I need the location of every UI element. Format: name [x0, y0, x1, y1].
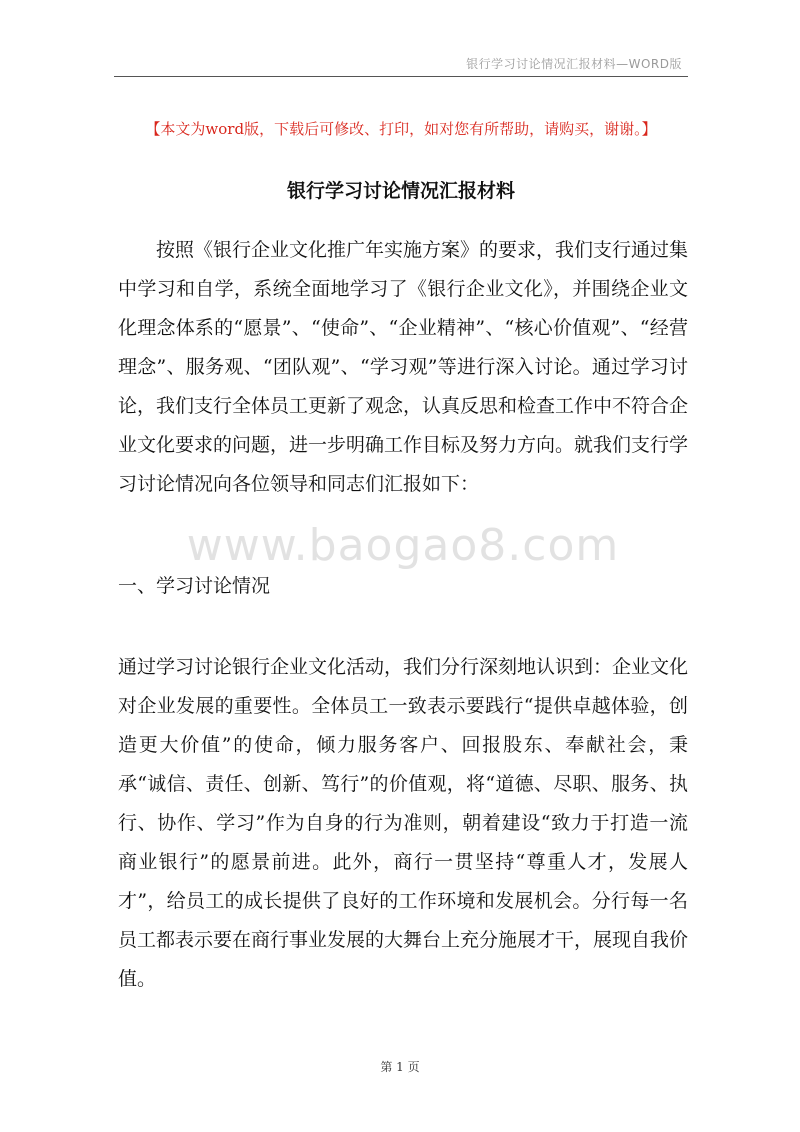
- page-number: 第 1 页: [380, 1060, 420, 1074]
- section-paragraph: 通过学习讨论银行企业文化活动，我们分行深刻地认识到：企业文化对企业发展的重要性。全体员工一致表示要践行“提供卓越体验，创造更大价值”的使命，倾力服务客户、回报股东、奉献社会，秉承“诚信、责任、创新、笃行”的价值观，将“道德、尽职、服务、执行、协作、学习”作为自身的行为准则，朝着建设“致力于打造一流商业银行”的愿景前进。此外，商行一贯坚持“尊重人才，发展人才”，给员工的成长提供了良好的工作环境和发展机会。分行每一名员工都表示要在商行事业发展的大舞台上充分施展才干，展现自我价值。: [118, 656, 689, 990]
- purchase-notice: 【本文为word版，下载后可修改、打印，如对您有所帮助，请购买，谢谢。】: [145, 120, 657, 138]
- watermark-text: www.baogao8.com: [186, 520, 620, 571]
- section-heading: 一、学习讨论情况: [118, 575, 271, 597]
- header-divider: [114, 76, 688, 77]
- intro-paragraph: 按照《银行企业文化推广年实施方案》的要求，我们支行通过集中学习和自学，系统全面地学习了《银行企业文化》，并围绕企业文化理念体系的“愿景”、“使命”、“企业精神”、“核心价值观”、“经营理念”、服务观、“团队观”、“学习观”等进行深入讨论。通过学习讨论，我们支行全体员工更新了观念，认真反思和检查工作中不符合企业文化要求的问题，进一步明确工作目标及努力方向。就我们支行学习讨论情况向各位领导和同志们汇报如下：: [118, 239, 689, 495]
- document-title: 银行学习讨论情况汇报材料: [286, 180, 515, 202]
- running-header-title: 银行学习讨论情况汇报材料—WORD版: [466, 57, 682, 71]
